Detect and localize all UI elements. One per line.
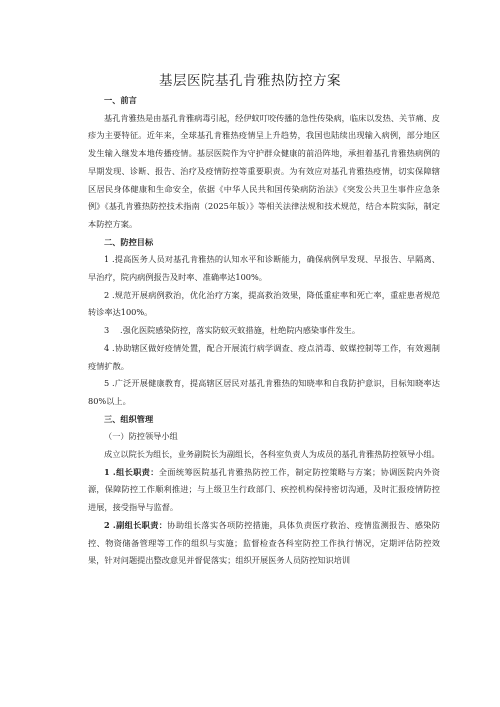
section-heading-goals: 二、防控目标	[104, 236, 154, 247]
duty-item-deputy-label: 2 .副组长职责：	[104, 519, 168, 530]
document-title: 基层医院基孔肯雅热防控方案	[159, 73, 341, 89]
section-heading-organization: 三、组织管理	[104, 413, 154, 424]
goal-item-3: 3 .强化医院感染防控，落实防蚊灭蚊措施，杜绝院内感染事件发生。	[104, 325, 361, 336]
duty-item-leader	[88, 464, 440, 517]
duty-item-leader-label: 1 .组长职责：	[104, 466, 159, 477]
document-body	[88, 92, 440, 570]
preface-paragraph: 基孔肯雅热是由基孔肯雅病毒引起，经伊蚊叮咬传播的急性传染病，临床以发热、关节痛、皮疹为主要特征。近年来，全球基孔肯雅热疫情呈上升趋势，我国也陆续出现输入病例，部分地区发生输入继发本地传播疫情。基层医院作为守护群众健康的前沿阵地，承担着基孔肯雅热病例的早期发现、诊断、报告、治疗及疫情防控等重要职责。为有效应对基孔肯雅热疫情，切实保障辖区居民身体健康和生命安全，依据《中华人民共和国传染病防治法》《突发公共卫生事件应急条例》《基孔肯雅热防控技术指南（2025年版）》等相关法律法规和技术规范，结合本院实际，制定本防控方案。	[88, 112, 440, 229]
leadership-paragraph: 成立以院长为组长，业务副院长为副组长，各科室负责人为成员的基孔肯雅热防控领导小组。	[104, 449, 440, 460]
duty-item-deputy	[88, 517, 440, 570]
goal-item-4: 4 .协助辖区做好疫情处置，配合开展流行病学调查、疫点消毒、蚊媒控制等工作，有效遏制疫情扩散。	[88, 342, 440, 371]
duty-item-leader-text: 全面统筹医院基孔肯雅热防控工作，制定防控策略与方案；协调医院内外资源，保障防控工作顺利推进；与上级卫生行政部门、疾控机构保持密切沟通，及时汇报疫情防控进展，接受指导与监督。	[88, 466, 440, 513]
duty-item-deputy-text: 协助组长落实各项防控措施，具体负责医疗救治、疫情监测报告、感染防控、物资储备管理等工作的组织与实施；监督检查各科室防控工作执行情况，定期评估防控效果，针对问题提出整改意见并督促落实；组织开展医务人员防控知识培训	[88, 519, 440, 566]
goal-item-2: 2 .规范开展病例救治，优化治疗方案，提高救治效果，降低重症率和死亡率，重症患者规范转诊率达100%。	[88, 289, 440, 318]
subsection-heading-leadership: （一）防控领导小组	[104, 431, 178, 442]
section-heading-preface: 一、前言	[104, 95, 137, 105]
goal-item-5: 5 .广泛开展健康教育，提高辖区居民对基孔肯雅热的知晓率和自我防护意识，目标知晓率达80%以上。	[88, 378, 440, 406]
goal-item-1: 1 .提高医务人员对基孔肯雅热的认知水平和诊断能力，确保病例早发现、早报告、早隔离、早治疗，院内病例报告及时率、准确率达100%。	[88, 254, 440, 283]
